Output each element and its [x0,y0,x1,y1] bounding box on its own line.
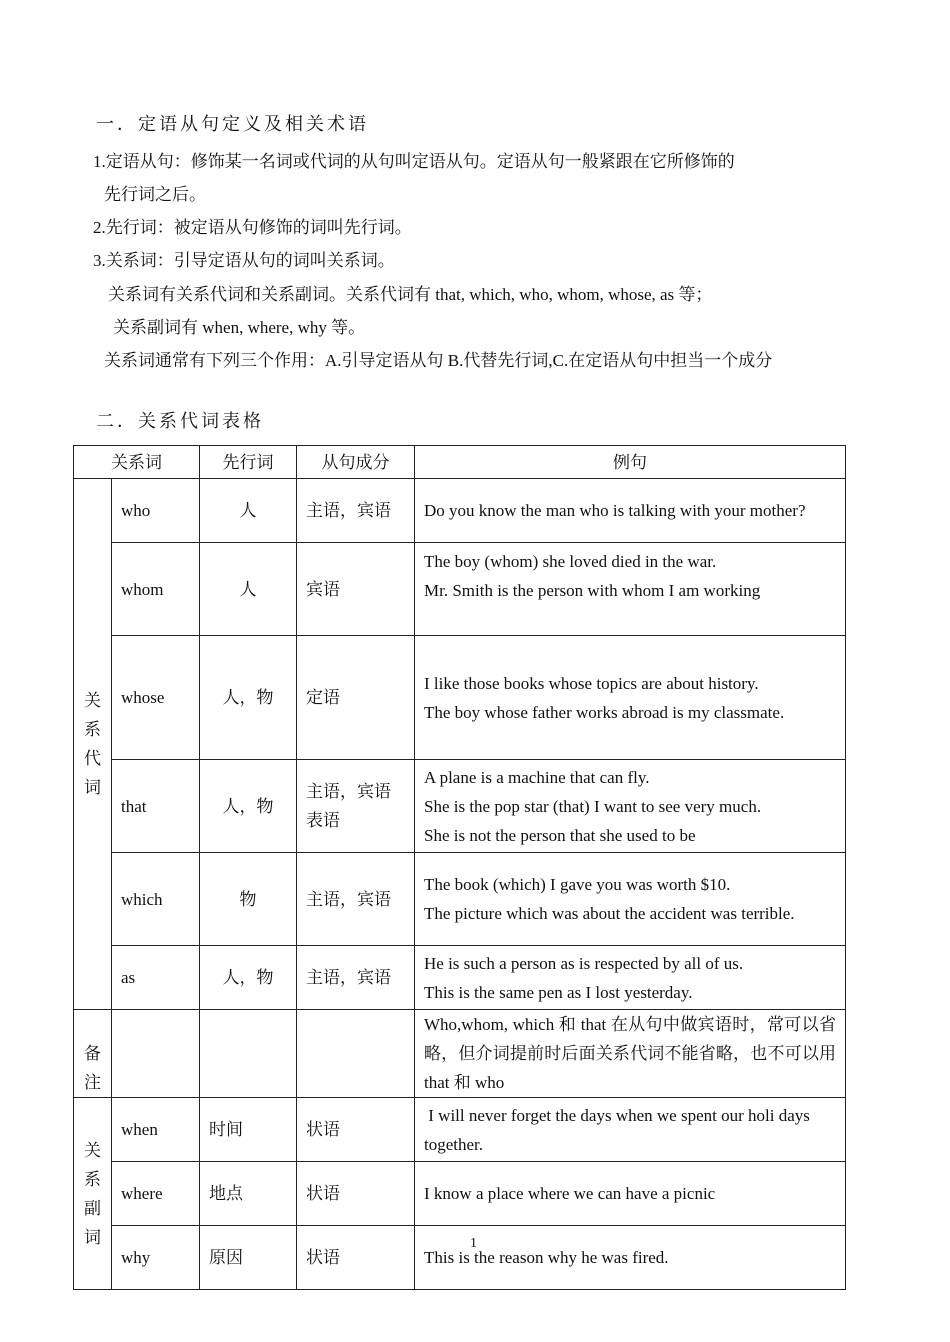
role-cell: 定语 [297,636,415,760]
example-cell: I know a place where we can have a picnic [415,1162,846,1226]
table-row [74,1098,846,1162]
example-cell: I like those books whose topics are about history. The boy whose father works abroad is my classmate. [415,636,846,760]
word-cell: whose [112,636,200,760]
antecedent-cell: 人，物 [200,946,297,1010]
example-cell: Do you know the man who is talking with your mother? [415,479,846,543]
group-label-relative-pronoun: 关 系 代 词 [74,479,112,1010]
antecedent-cell: 人 [200,543,297,636]
example-cell: He is such a person as is respected by all of us. This is the same pen as I lost yesterday. [415,946,846,1010]
role-cell: 宾语 [297,543,415,636]
example-cell: The book (which) I gave you was worth $10. The picture which was about the accident was terrible. [415,853,846,946]
note-row [74,1010,846,1098]
paragraph-3: 3.关系词：引导定语从句的词叫关系词。 [93,251,395,270]
word-cell: where [112,1162,200,1226]
antecedent-cell: 原因 [200,1226,297,1290]
table-row [74,1226,846,1290]
paragraph-5: 关系副词有 when, where, why 等。 [113,318,366,337]
word-cell: whom [112,543,200,636]
table-row [74,760,846,853]
role-cell: 状语 [297,1162,415,1226]
example-cell: The boy (whom) she loved died in the war. Mr. Smith is the person with whom I am working [415,543,846,636]
table-header-row [74,446,846,479]
table-row [74,946,846,1010]
header-antecedent: 先行词 [200,446,297,479]
header-clause-role: 从句成分 [297,446,415,479]
antecedent-cell: 人，物 [200,760,297,853]
word-cell: why [112,1226,200,1290]
paragraph-2: 2.先行词：被定语从句修饰的词叫先行词。 [93,218,412,237]
antecedent-cell: 时间 [200,1098,297,1162]
note-cell: Who,whom, which 和 that 在从句中做宾语时，常可以省略，但介词提前时后面关系代词不能省略，也不可以用 that 和 who [415,1010,846,1098]
example-cell: A plane is a machine that can fly. She is the pop star (that) I want to see very much. She is not the person that she used to be [415,760,846,853]
antecedent-cell: 人，物 [200,636,297,760]
paragraph-4: 关系词有关系代词和关系副词。关系代词有 that, which, who, whom, whose, as 等； [108,285,713,304]
example-cell: This is the reason why he was fired. [415,1226,846,1290]
antecedent-cell: 物 [200,853,297,946]
paragraph-6: 关系词通常有下列三个作用：A.引导定语从句 B.代替先行词,C.在定语从句中担当一个成分 [104,351,773,370]
paragraph-1: 1.定语从句：修饰某一名词或代词的从句叫定语从句。定语从句一般紧跟在它所修饰的 [93,152,735,171]
antecedent-cell: 人 [200,479,297,543]
role-cell: 状语 [297,1226,415,1290]
group-label-note: 备 注 [74,1010,112,1098]
example-cell: I will never forget the days when we spent our holi days together. [415,1098,846,1162]
header-relative-word: 关系词 [74,446,200,479]
antecedent-cell: 地点 [200,1162,297,1226]
role-cell: 状语 [297,1098,415,1162]
table-row [74,853,846,946]
paragraph-1-cont: 先行词之后。 [104,185,206,204]
word-cell: as [112,946,200,1010]
section-heading-2: 二．关系代词表格 [96,411,264,431]
word-cell: who [112,479,200,543]
relative-pronoun-table [73,445,846,1290]
role-cell: 主语，宾语 [297,479,415,543]
header-example: 例句 [415,446,846,479]
table-row [74,543,846,636]
table-row [74,636,846,760]
page-number: 1 [470,1236,477,1251]
word-cell: when [112,1098,200,1162]
table-row [74,479,846,543]
word-cell: that [112,760,200,853]
word-cell: which [112,853,200,946]
role-cell: 主语，宾语 [297,946,415,1010]
role-cell: 主语，宾语 [297,853,415,946]
section-heading-1: 一．定语从句定义及相关术语 [96,114,369,134]
role-cell: 主语，宾语表语 [297,760,415,853]
group-label-relative-adverb: 关 系 副 词 [74,1098,112,1290]
table-row [74,1162,846,1226]
